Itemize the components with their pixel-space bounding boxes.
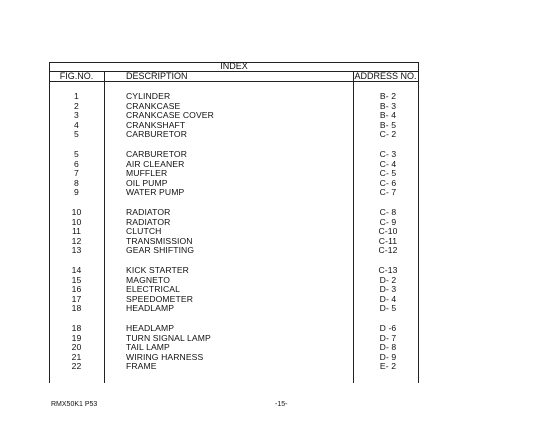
fig-no-cell: 18 xyxy=(71,323,82,333)
description-cell: RADIATOR xyxy=(126,207,171,217)
fig-no-cell: 10 xyxy=(71,216,82,227)
address-no-cell: D- 5 xyxy=(379,303,397,314)
fig-no-cell: 11 xyxy=(71,226,82,237)
description-cell: TRANSMISSION xyxy=(126,235,193,246)
fig-no-cell: 13 xyxy=(71,245,82,256)
column-rule-2 xyxy=(353,71,354,383)
description-cell: MAGNETO xyxy=(126,274,170,285)
address-no-cell: B- 5 xyxy=(379,119,397,130)
fig-no-cell: 21 xyxy=(71,351,82,362)
address-no-cell: D- 9 xyxy=(379,351,397,362)
description-cell: CRANKSHAFT xyxy=(126,119,186,130)
address-no-cell: C- 8 xyxy=(379,207,397,217)
fig-no-cell: 5 xyxy=(74,129,79,140)
index-table xyxy=(49,62,419,383)
fig-no-cell: 15 xyxy=(71,274,82,285)
address-no-cell: B- 3 xyxy=(379,100,397,111)
description-cell: CRANKCASE COVER xyxy=(126,110,214,121)
address-no-cell: C- 4 xyxy=(379,158,397,169)
table-right-rule xyxy=(418,62,419,383)
address-no-cell: C- 6 xyxy=(379,177,397,188)
description-cell: SPEEDOMETER xyxy=(126,293,193,304)
fig-no-cell: 14 xyxy=(71,265,82,275)
description-cell: GEAR SHIFTING xyxy=(126,245,195,256)
address-no-cell: C- 3 xyxy=(379,149,397,159)
address-no-cell: B- 2 xyxy=(379,91,397,101)
footer-page-number: -15- xyxy=(275,401,288,408)
description-cell: TAIL LAMP xyxy=(126,342,170,353)
address-no-cell: D- 3 xyxy=(379,284,397,295)
fig-no-cell: 6 xyxy=(74,158,79,169)
description-cell: RADIATOR xyxy=(126,216,171,227)
address-no-cell: E- 2 xyxy=(379,361,397,372)
description-cell: CYLINDER xyxy=(126,91,171,101)
description-cell: TURN SIGNAL LAMP xyxy=(126,332,211,343)
description-cell: AIR CLEANER xyxy=(126,158,185,169)
address-no-cell: C-12 xyxy=(378,245,398,256)
fig-no-cell: 3 xyxy=(74,110,79,121)
fig-no-cell: 10 xyxy=(71,207,82,217)
description-cell: OIL PUMP xyxy=(126,177,168,188)
table-title: INDEX xyxy=(220,61,248,71)
fig-no-cell: 16 xyxy=(71,284,82,295)
fig-no-cell: 4 xyxy=(74,119,79,130)
address-no-cell: D- 7 xyxy=(379,332,397,343)
fig-no-cell: 22 xyxy=(71,361,82,372)
fig-no-cell: 1 xyxy=(74,91,79,101)
fig-no-cell: 7 xyxy=(74,168,79,179)
column-header-address-no: ADDRESS NO. xyxy=(354,71,417,81)
description-cell: FRAME xyxy=(126,361,157,372)
address-no-cell: C- 9 xyxy=(379,216,397,227)
address-no-cell: D- 8 xyxy=(379,342,397,353)
description-cell: KICK STARTER xyxy=(126,265,189,275)
fig-no-cell: 17 xyxy=(71,293,82,304)
column-header-description: DESCRIPTION xyxy=(126,71,188,81)
address-no-cell: C- 2 xyxy=(379,129,397,140)
fig-no-cell: 8 xyxy=(74,177,79,188)
address-no-cell: D -6 xyxy=(379,323,397,333)
fig-no-cell: 5 xyxy=(74,149,79,159)
address-no-cell: C-10 xyxy=(378,226,398,237)
description-cell: MUFFLER xyxy=(126,168,168,179)
address-no-cell: D- 4 xyxy=(379,293,397,304)
description-cell: CARBURETOR xyxy=(126,129,188,140)
address-no-cell: B- 4 xyxy=(379,110,397,121)
address-no-cell: C-13 xyxy=(378,265,398,275)
description-cell: CARBURETOR xyxy=(126,149,188,159)
column-rule-1 xyxy=(104,71,105,383)
address-no-cell: C-11 xyxy=(378,235,398,246)
description-cell: WIRING HARNESS xyxy=(126,351,204,362)
fig-no-cell: 19 xyxy=(71,332,82,343)
description-cell: ELECTRICAL xyxy=(126,284,181,295)
description-cell: HEADLAMP xyxy=(126,323,175,333)
fig-no-cell: 12 xyxy=(71,235,82,246)
footer-model: RMX50K1 P53 xyxy=(51,401,98,408)
fig-no-cell: 20 xyxy=(71,342,82,353)
address-no-cell: C- 7 xyxy=(379,187,397,198)
address-no-cell: C- 5 xyxy=(379,168,397,179)
description-cell: WATER PUMP xyxy=(126,187,185,198)
description-cell: HEADLAMP xyxy=(126,303,175,314)
description-cell: CLUTCH xyxy=(126,226,162,237)
fig-no-cell: 18 xyxy=(71,303,82,314)
column-header-fig-no: FIG.NO. xyxy=(59,71,94,81)
fig-no-cell: 2 xyxy=(74,100,79,111)
fig-no-cell: 9 xyxy=(74,187,79,198)
address-no-cell: D- 2 xyxy=(379,274,397,285)
description-cell: CRANKCASE xyxy=(126,100,181,111)
